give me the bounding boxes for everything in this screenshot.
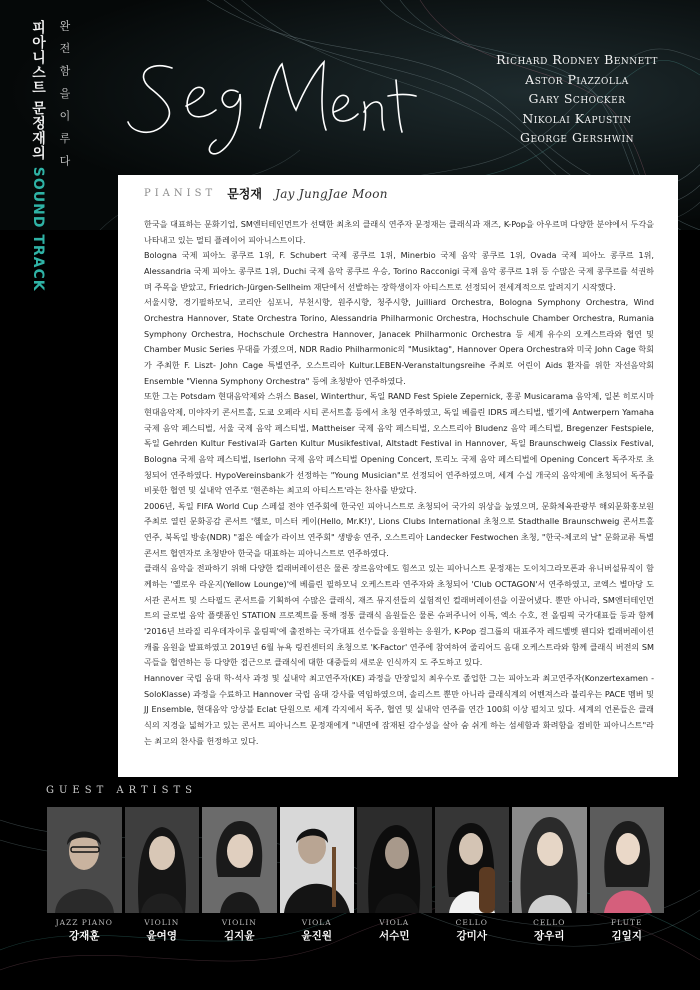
guest-caption — [590, 917, 665, 944]
guest-role: VIOLIN — [144, 918, 180, 927]
guest-name: 강미사 — [456, 930, 487, 942]
guest-name: 김일지 — [611, 930, 642, 942]
bio-paragraph: Hannover 국립 음대 학-석사 과정 및 실내악 최고연주자(KE) 과정을 만장일치 최우수로 졸업한 그는 피아노과 최고연주자(Konzertexamen - SoloKlasse) 과정을 수료하고 Hannover 국립 음대 강사를 역임하였으며, 솔리스트 뿐만 아니라 클래식계의 어벤져스라 불리우는 PACE 멤버 및 JJ Ensemble, 현대음악 앙상블 Eclat 단원으로 세계 각지에서 독주, 협연 및 실내악 연주를 연간 100회 이상 펼치고 있다. 세계의 언론들은 클래식의 지경을 넓혀가고 있는 콘서트 피아니스트 문정재에게 "내면에 잠재된 감수성을 살아 숨 쉬게 하는 섬세함과 화려함을 겸비한 피아니스트"라는 최고의 찬사를 헌정하고 있다. — [144, 673, 654, 746]
guest-photo — [280, 807, 355, 913]
guest-name: 서수민 — [379, 930, 410, 942]
vertical-title — [28, 20, 48, 292]
guest-photo — [202, 807, 277, 913]
guest-role: FLUTE — [610, 918, 643, 927]
segment-logo — [120, 40, 420, 160]
biography-text — [144, 217, 654, 749]
bio-paragraph: 서울시향, 경기필하모닉, 코리안 심포니, 부천시향, 원주시향, 청주시향, Juilliard Orchestra, Bologna Symphony Orchestra, Wind Orchestra Hannover, State Orchestra Torino, Alessandria Philharmonic Orchestra, Hochschule Chamber Orchestra, Rumania Symphony Orchestra, Hochschule Orchestra Hannover, Janacek Philharmonic Orchestra 등 세계 유수의 오케스트라와 협연 및 Chamber Music Series 무대를 가졌으며, NDR Radio Philharmonic의 "Musiktag", Hannover Opera Orchestra와 미국 John Cage 학회가 주최한 F. Liszt- John Cage 특별연주, 오스트리아 Kultur.LEBEN-Veranstaltungsreihe 주최로 어린이 Aids 환자를 위한 자선음악회 Ensemble "Vienna Symphony Orchestra" 등에 초청받아 연주하였다. — [144, 297, 654, 386]
composer-name: Nikolai Kapustin — [522, 110, 632, 126]
pianist-heading — [144, 183, 388, 207]
guest-role: VIOLIN — [221, 918, 257, 927]
guest-role: VIOLA — [301, 918, 332, 927]
composer-name: Richard Rodney Bennett — [496, 52, 658, 67]
guest-photo — [47, 807, 122, 913]
guest-name: 김지윤 — [224, 930, 255, 942]
guest-role: CELLO — [533, 918, 566, 927]
guest-role: CELLO — [455, 918, 488, 927]
bio-paragraph: 2006년, 독일 FIFA World Cup 스페셜 전야 연주회에 한국인 피아니스트로 초청되어 국가의 위상을 높였으며, 문화체육관광부 해외문화홍보원 주최로 열린 문화공감 콘서트 '헬로, 미스터 케이(Hello, Mr.K!)', Lions Clubs International 초청으로 Stadthalle Braunschweig 콘서트홀 연주, 북독일 방송(NDR) "젊은 예술가 라이브 연주회" 생방송 연주, 오스트리아 Landecker Festwochen 초청, "한국-체코의 날" 문화교류 특별 콘서트 협연자로 초청받아 한국을 대표하는 피아니스트로 연주하였다. — [144, 500, 654, 558]
biography-card — [118, 175, 678, 777]
composer-name: Gary Schocker — [528, 91, 626, 106]
guest-photo — [357, 807, 432, 913]
guest-name: 장우리 — [534, 930, 565, 942]
composers-list — [472, 50, 682, 148]
guest-caption — [512, 917, 587, 944]
guest-role: VIOLA — [379, 918, 410, 927]
composer-name: Astor Piazzolla — [525, 71, 629, 87]
bio-paragraph: 클래식 음악을 전파하기 위해 다양한 컬래버레이션은 물론 장르음악에도 힘쓰고 있는 피아니스트 문정재는 도이치그라모폰과 유니버설뮤직이 함께하는 '옐로우 라운지(Yellow Lounge)'에 베를린 필하모닉 오케스트라 연주자와 초청되어 'Club OCTAGON'서 연주하였고, 코엑스 별마당 도서관 콘서트 및 스타필드 콘서트를 기획하여 수많은 클래식, 재즈 뮤지션들의 실험적인 컬래버레이션을 이끌어냈다. 뿐만 아니라, SM엔터테인먼트의 글로벌 음악 플랫폼인 STATION 프로젝트를 통해 정통 클래식 음원들은 물론 슈퍼주니어 이특, 엑소 수호, 전 올림픽 국가대표들 등과 함께 '2016년 브라질 리우데자이루 올림픽'에 출전하는 국가대표 선수들을 응원하는 응원가, K-Pop 걸그룹의 대표주자 레드벨벳 웬디와 컬래버레이션 캐롤 음원을 발표하였고 2019년 6월 뉴욕 링컨센터의 초청으로 'K-Factor' 연주에 참여하여 줄리어드 음대 오케스트라와 함께 클래식 버전의 SM 곡들을 협연하는 등 다양한 접근으로 클래식에 대한 대중들의 새로운 인식까지 도 주도하고 있다. — [144, 563, 654, 668]
bio-paragraph: 또한 그는 Potsdam 현대음악제와 스위스 Basel, Winterthur, 독일 RAND Fest Spiele Zepernick, 홍콩 Musicarama 음악제, 일본 히로시마 현대음악제, 미야자키 콘서트홀, 도쿄 오페라 시티 콘서트홀 등에서 초청 연주하였고, 독일 베를린 IDRS 페스티벌, 벨기에 Antwerpern Yamaha 국제 음악 페스티벌, 서울 국제 음악 페스티벌, Mattheiser 국제 음악 페스티벌, 오스트리아 Bludenz 음악 페스티벌, Bregenzer Festspiele, 독일 Gehrden Kultur Festival과 Garten Kultur Musikfestival, Altstadt Festival in Hannover, 독일 Braunschweig Classix Festival, Bologna 국제 음악 페스티벌, Iserlohn 국제 음악 페스티벌 Opening Concert, 토리노 국제 음악 페스티벌에 Opening Concert 독주자로 초청되어 연주하였다. HypoVereinsbank가 선정하는 "Young Musician"로 선정되어 연주하였으며, 세계 수십 개국의 음악제에 초청되어 독주를 비롯한 협연 및 실내악 연주로 '현존하는 최고의 아티스트'라는 찬사를 받았다. — [144, 391, 654, 496]
pianist-signature: Jay JungJae Moon — [275, 186, 388, 201]
side-title — [22, 20, 92, 320]
vertical-subtitle: 완 전 함 을 이 루 다 — [58, 20, 71, 170]
guest-artists-heading: GUEST ARTISTS — [46, 785, 197, 796]
pianist-name: 문정재 — [227, 187, 262, 201]
bio-paragraph: 한국을 대표하는 문화기업, SM엔터테인먼트가 선택한 최초의 클래식 연주자 문정재는 클래식과 재즈, K-Pop을 아우르며 다양한 분야에서 두각을 나타내고 있는 멀티 플레이어 피아니스트이다. — [144, 219, 654, 245]
guest-role: JAZZ PIANO — [55, 918, 113, 927]
guest-name: 윤진원 — [301, 930, 332, 942]
guest-captions — [47, 917, 667, 944]
guest-caption — [47, 917, 122, 944]
guest-caption — [202, 917, 277, 944]
guest-caption — [357, 917, 432, 944]
guest-photo — [590, 807, 665, 913]
guest-photo — [512, 807, 587, 913]
guest-caption — [125, 917, 200, 944]
guest-name: 윤여영 — [146, 930, 177, 942]
guest-caption — [435, 917, 510, 944]
bio-paragraph: Bologna 국제 피아노 콩쿠르 1위, F. Schubert 국제 콩쿠르 1위, Minerbio 국제 음악 콩쿠르 1위, Ovada 국제 피아노 콩쿠르 1위, Alessandria 국제 피아노 콩쿠르 1위, Duchi 국제 음악 콩쿠르 우승, Torino Racconigi 국제 음악 콩쿠르 1위 등 수많은 국제 콩쿠르를 석권하며 주목을 받았고, Friedrich-Jürgen-Sellheim 재단에서 선발하는 장학생이자 아티스트로 선정되어 전세계적으로 알려지기 시작했다. — [144, 250, 654, 292]
guest-photo-row — [47, 807, 667, 913]
composer-name: George Gershwin — [520, 130, 634, 145]
guest-photo — [125, 807, 200, 913]
guest-photo — [435, 807, 510, 913]
guest-caption — [280, 917, 355, 944]
vertical-title-sound-track: SOUND TRACK — [30, 166, 46, 292]
vertical-title-korean: 피아니스트 문정재의 — [30, 20, 46, 167]
guest-name: 강재훈 — [69, 930, 100, 942]
pianist-label: PIANIST — [144, 188, 217, 199]
